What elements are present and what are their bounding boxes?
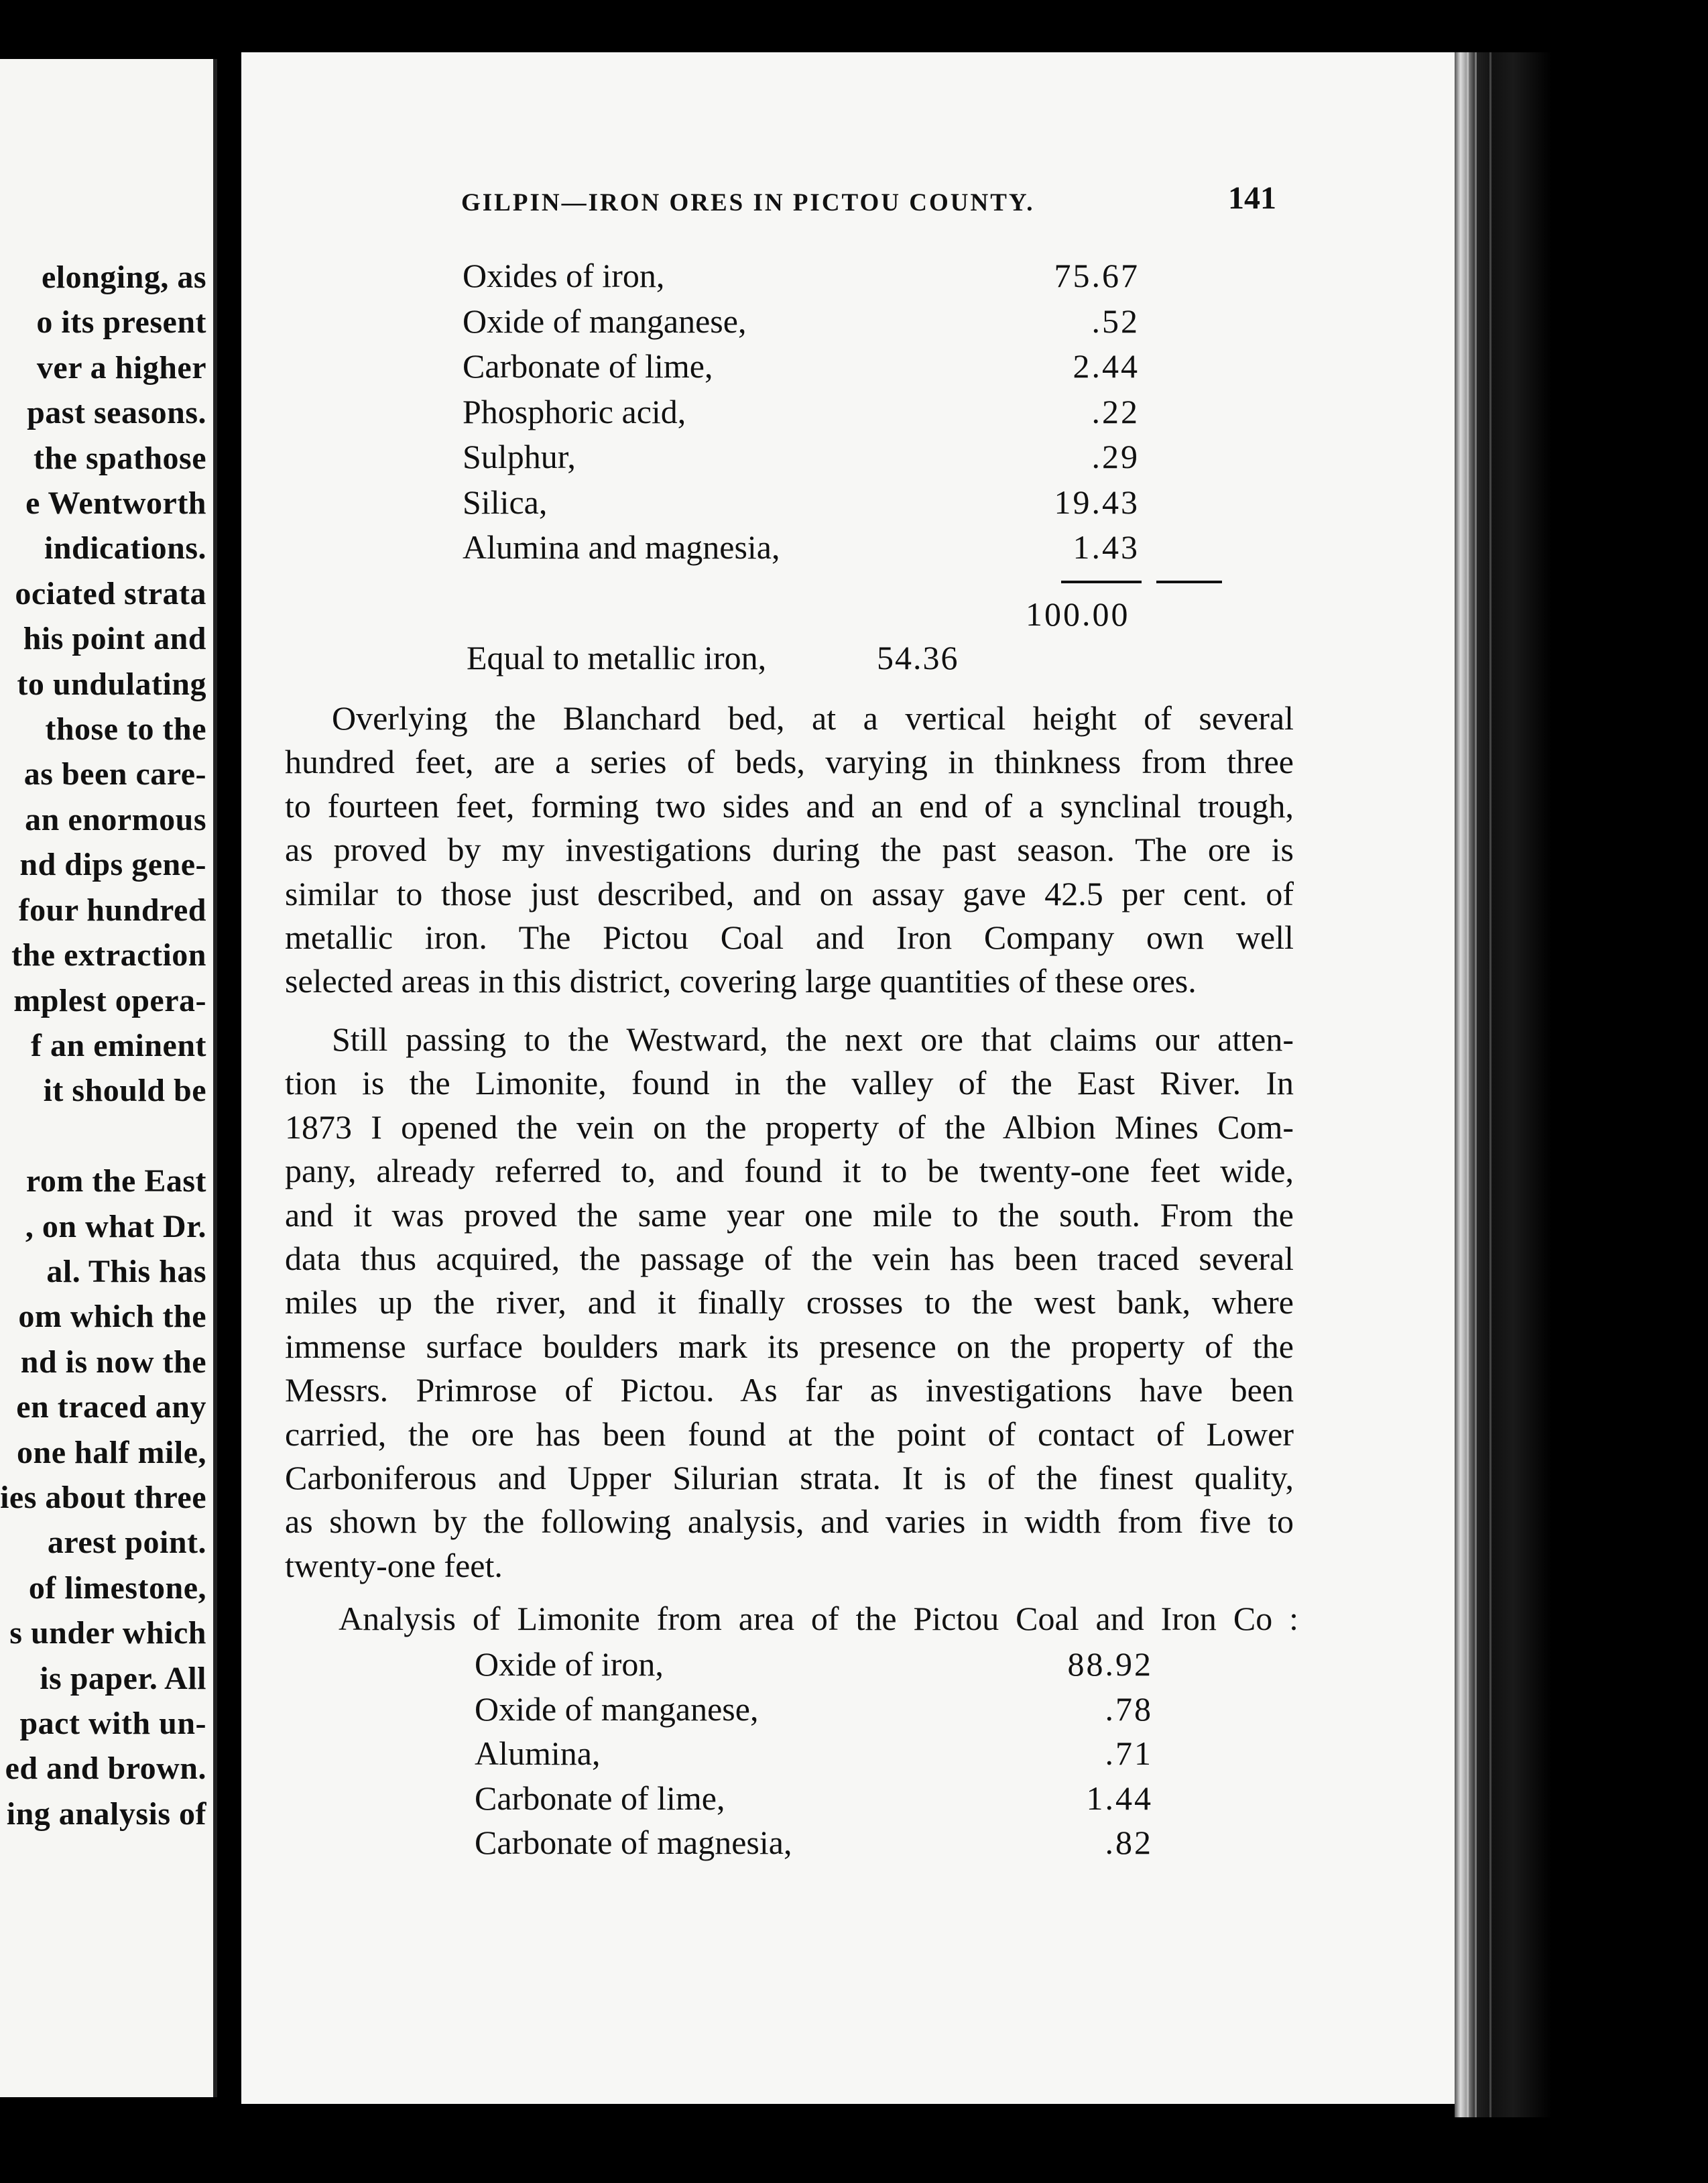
previous-page-line: e Wentworth (25, 485, 206, 522)
table-row (475, 1645, 1153, 1685)
component-label: Carbonate of lime, (475, 1779, 725, 1817)
previous-page-line: the extraction (11, 937, 206, 973)
previous-page-line: rom the East (25, 1163, 206, 1199)
paragraph-line: Messrs. Primrose of Pictou. As far as investigations have been (285, 1371, 1294, 1409)
sum-rule-right (1156, 581, 1222, 583)
previous-page-line: s under which (9, 1615, 206, 1651)
paragraph-line: tion is the Limonite, found in the valley of the East River. In (285, 1064, 1294, 1102)
metallic-iron-value: 54.36 (877, 639, 959, 676)
previous-page-line: ing analysis of (6, 1795, 206, 1832)
component-value: .82 (1105, 1824, 1153, 1861)
paragraph-line: Overlying the Blanchard bed, at a vertical height of several (332, 699, 1294, 737)
previous-page-line: to undulating (17, 666, 206, 702)
table-row (475, 1734, 1153, 1774)
component-label: Oxide of manganese, (463, 302, 747, 340)
previous-page-line (0, 1114, 206, 1159)
previous-page-line: of limestone, (28, 1570, 206, 1606)
component-value: .78 (1105, 1690, 1153, 1728)
book-page-edges (1455, 52, 1552, 2117)
paragraph-line: pany, already referred to, and found it to be twenty-one feet wide, (285, 1152, 1294, 1190)
paragraph-line: and it was proved the same year one mile to the south. From the (285, 1195, 1294, 1234)
table-row (463, 302, 1140, 342)
previous-page-line: those to the (45, 711, 206, 748)
paragraph-overlying (285, 697, 1294, 1004)
component-value: 1.44 (1086, 1779, 1153, 1817)
previous-page-line: his point and (23, 621, 206, 657)
paragraph-line: as shown by the following analysis, and varies in width from five to (285, 1502, 1294, 1541)
paragraph-line: carried, the ore has been found at the point of contact of Lower (285, 1415, 1294, 1453)
previous-page-line: , on what Dr. (25, 1208, 206, 1244)
paragraph-line: metallic iron. The Pictou Coal and Iron Company own well (285, 918, 1294, 956)
component-value: 19.43 (1054, 483, 1140, 521)
previous-page-line: o its present (36, 304, 206, 341)
component-label: Oxide of iron, (475, 1645, 664, 1683)
sum-rule-left (1061, 581, 1142, 583)
previous-page-line: an enormous (25, 801, 206, 837)
component-label: Carbonate of lime, (463, 347, 713, 385)
table-row (463, 392, 1140, 432)
table-row (475, 1779, 1153, 1819)
previous-page-line: as been care- (23, 756, 206, 792)
previous-page-line: ed and brown. (5, 1751, 206, 1787)
previous-page-line: past seasons. (27, 395, 206, 431)
previous-page-line: one half mile, (17, 1434, 206, 1470)
running-title: GILPIN—IRON ORES IN PICTOU COUNTY. (461, 189, 1035, 217)
component-value: 88.92 (1067, 1645, 1153, 1683)
table-row (463, 528, 1140, 568)
paragraph-line: similar to those just described, and on assay gave 42.5 per cent. of (285, 874, 1294, 912)
table-row (475, 1690, 1153, 1730)
previous-page-text (0, 255, 206, 1836)
previous-page-line: ies about three (0, 1479, 206, 1515)
page-number: 141 (1228, 180, 1276, 216)
component-label: Sulphur, (463, 438, 576, 475)
table-row (463, 437, 1140, 477)
component-label: Oxide of manganese, (475, 1690, 759, 1728)
component-label: Alumina, (475, 1734, 601, 1772)
component-label: Oxides of iron, (463, 257, 665, 294)
component-value: 75.67 (1054, 257, 1140, 294)
previous-page-line: f an eminent (31, 1027, 206, 1063)
table-row (463, 256, 1140, 296)
previous-page-line: pact with un- (19, 1705, 206, 1741)
previous-page-fragment (0, 59, 217, 2097)
previous-page-line: indications. (44, 530, 206, 567)
paragraph-line: to fourteen feet, forming two sides and an end of a synclinal trough, (285, 786, 1294, 825)
component-value: .71 (1105, 1734, 1153, 1772)
paragraph-line: data thus acquired, the passage of the vein has been traced several (285, 1239, 1294, 1277)
component-label: Silica, (463, 483, 548, 521)
paragraph-line: Still passing to the Westward, the next ore that claims our atten- (332, 1020, 1294, 1058)
previous-page-line: mplest opera- (13, 982, 206, 1018)
paragraph-line: Carboniferous and Upper Silurian strata. It is of the finest quality, (285, 1458, 1294, 1496)
table-row (463, 347, 1140, 387)
component-value: .29 (1091, 438, 1140, 475)
paragraph-line: twenty-one feet. (285, 1546, 503, 1584)
paragraph-limonite (285, 1018, 1294, 1588)
component-value: 1.43 (1073, 528, 1140, 566)
table2-caption: Analysis of Limonite from area of the Pictou Coal and Iron Co : (339, 1600, 1298, 1637)
previous-page-line: nd dips gene- (19, 847, 206, 883)
component-value: 2.44 (1073, 347, 1140, 385)
previous-page-line: ver a higher (36, 349, 206, 386)
table-row (463, 483, 1140, 523)
metallic-iron-label: Equal to metallic iron, (467, 639, 767, 676)
previous-page-line: four hundred (18, 892, 206, 928)
previous-page-line: en traced any (16, 1389, 206, 1425)
table-row (475, 1823, 1153, 1863)
previous-page-line: the spathose (33, 440, 206, 476)
component-value: .52 (1091, 302, 1140, 340)
previous-page-line: elonging, as (41, 259, 206, 295)
component-label: Carbonate of magnesia, (475, 1824, 792, 1861)
component-value: .22 (1091, 392, 1140, 430)
paragraph-line: hundred feet, are a series of beds, varying in thinkness from three (285, 743, 1294, 781)
metallic-iron-line (467, 638, 959, 677)
previous-page-line: ociated strata (15, 575, 206, 611)
paragraph-line: selected areas in this district, covering large quantities of these ores. (285, 962, 1197, 1000)
previous-page-line: arest point. (47, 1525, 206, 1561)
previous-page-line: om which the (18, 1299, 206, 1335)
previous-page-line: it should be (43, 1073, 206, 1109)
previous-page-line: al. This has (46, 1253, 206, 1289)
table1-total: 100.00 (1026, 595, 1130, 633)
component-label: Alumina and magnesia, (463, 528, 780, 566)
paragraph-line: 1873 I opened the vein on the property of the Albion Mines Com- (285, 1108, 1294, 1146)
previous-page-line: is paper. All (40, 1660, 206, 1696)
paragraph-line: as proved by my investigations during the past season. The ore is (285, 831, 1294, 869)
previous-page-line: nd is now the (20, 1344, 206, 1380)
paragraph-line: immense surface boulders mark its presence on the property of the (285, 1327, 1294, 1365)
component-label: Phosphoric acid, (463, 392, 686, 430)
paragraph-line: miles up the river, and it finally crosses to the west bank, where (285, 1283, 1294, 1321)
